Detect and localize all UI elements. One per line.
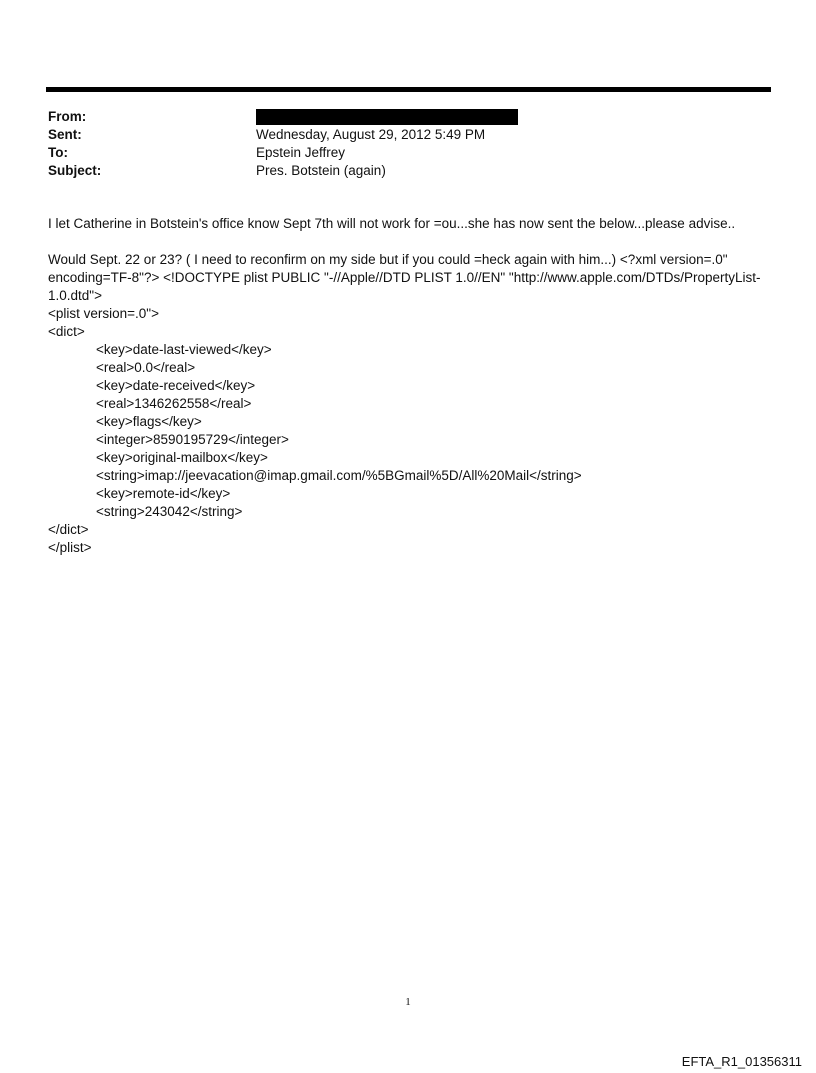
dict-entry: <key>date-last-viewed</key> [96, 342, 272, 357]
dict-entry: <real>0.0</real> [96, 360, 196, 375]
dict-entry: <integer>8590195729</integer> [96, 432, 289, 447]
dict-entry: <key>remote-id</key> [96, 486, 231, 501]
dict-entry: <key>flags</key> [96, 414, 202, 429]
header-rule [46, 87, 771, 92]
email-body [48, 215, 768, 557]
subject-label: Subject: [48, 163, 102, 178]
plist-open: <plist version=.0"> [48, 306, 159, 321]
dict-entry: <real>1346262558</real> [96, 396, 252, 411]
dict-entry: <key>original-mailbox</key> [96, 450, 268, 465]
body-line: Would Sept. 22 or 23? ( I need to reconfirm on my side but if you could =heck again with him...) <?xml version=.0" [48, 252, 728, 267]
dict-entry: <string>imap://jeevacation@imap.gmail.com/%5BGmail%5D/All%20Mail</string> [96, 468, 582, 483]
sent-value: Wednesday, August 29, 2012 5:49 PM [256, 127, 486, 142]
to-label: To: [48, 145, 68, 160]
sent-label: Sent: [48, 127, 82, 142]
dict-entry: <string>243042</string> [96, 504, 243, 519]
redaction-box [256, 109, 518, 125]
from-label: From: [48, 109, 87, 124]
to-value: Epstein Jeffrey [256, 145, 346, 160]
dict-close: </dict> [48, 522, 89, 537]
intro-paragraph: I let Catherine in Botstein's office know Sept 7th will not work for =ou...she has now sent the below...please advise.. [48, 216, 736, 231]
body-line: encoding=TF-8"?> <!DOCTYPE plist PUBLIC "-//Apple//DTD PLIST 1.0//EN" "http://www.apple.com/DTDs/PropertyList- [48, 270, 761, 285]
dict-open: <dict> [48, 324, 85, 339]
subject-value: Pres. Botstein (again) [256, 163, 386, 178]
page-number: 1 [405, 996, 411, 1008]
bates-number: EFTA_R1_01356311 [681, 1054, 802, 1069]
plist-close: </plist> [48, 540, 92, 555]
body-line: 1.0.dtd"> [48, 288, 102, 303]
dict-entry: <key>date-received</key> [96, 378, 256, 393]
